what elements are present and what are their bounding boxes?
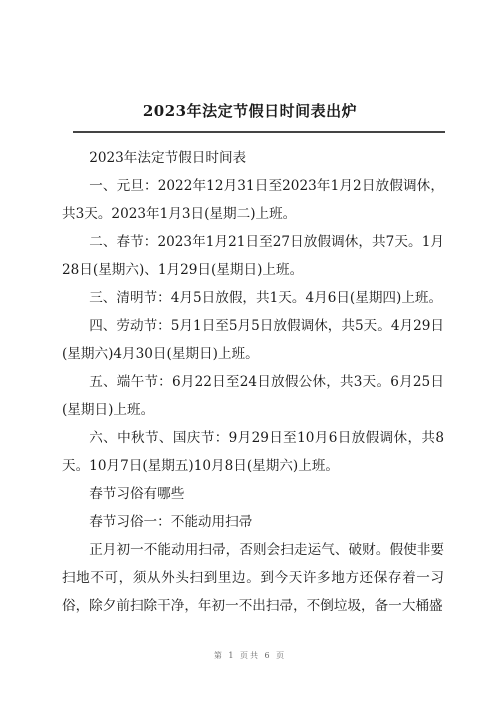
page-footer: 第 1 页共 6 页 — [213, 651, 287, 660]
paragraph-customs-heading: 春节习俗有哪些 — [89, 486, 185, 502]
paragraph-custom-one-heading: 春节习俗一：不能动用扫帚 — [89, 514, 253, 530]
paragraph-labor-day: 四、劳动节：5月1日至5月5日放假调休，共5天。4月29日(星期六)4月30日(星期日)上班。 — [62, 318, 444, 362]
paragraph-list-heading: 2023年法定节假日时间表 — [89, 150, 247, 166]
paragraph-mid-autumn-national: 六、中秋节、国庆节：9月29日至10月6日放假调休，共8天。10月7日(星期五)10月8日(星期六)上班。 — [62, 430, 444, 474]
paragraph-new-year: 一、元旦：2022年12月31日至2023年1月2日放假调休，共3天。2023年1月3日(星期二)上班。 — [62, 178, 444, 222]
document-title: 2023年法定节假日时间表出炉 — [142, 102, 358, 120]
paragraph-spring-festival: 二、春节：2023年1月21日至27日放假调休，共7天。1月28日(星期六)、1月29日(星期日)上班。 — [62, 234, 444, 278]
document-body — [62, 144, 444, 620]
title-divider — [73, 131, 445, 133]
paragraph-qingming: 三、清明节：4月5日放假，共1天。4月6日(星期四)上班。 — [89, 290, 443, 306]
paragraph-dragon-boat: 五、端午节：6月22日至24日放假公休，共3天。6月25日(星期日)上班。 — [62, 374, 444, 418]
paragraph-custom-one-body: 正月初一不能动用扫帚，否则会扫走运气、破财。假使非要扫地不可，须从外头扫到里边。到今天许多地方还保存着一习俗，除夕前扫除干净，年初一不出扫帚，不倒垃圾，备一大桶盛 — [62, 542, 444, 614]
